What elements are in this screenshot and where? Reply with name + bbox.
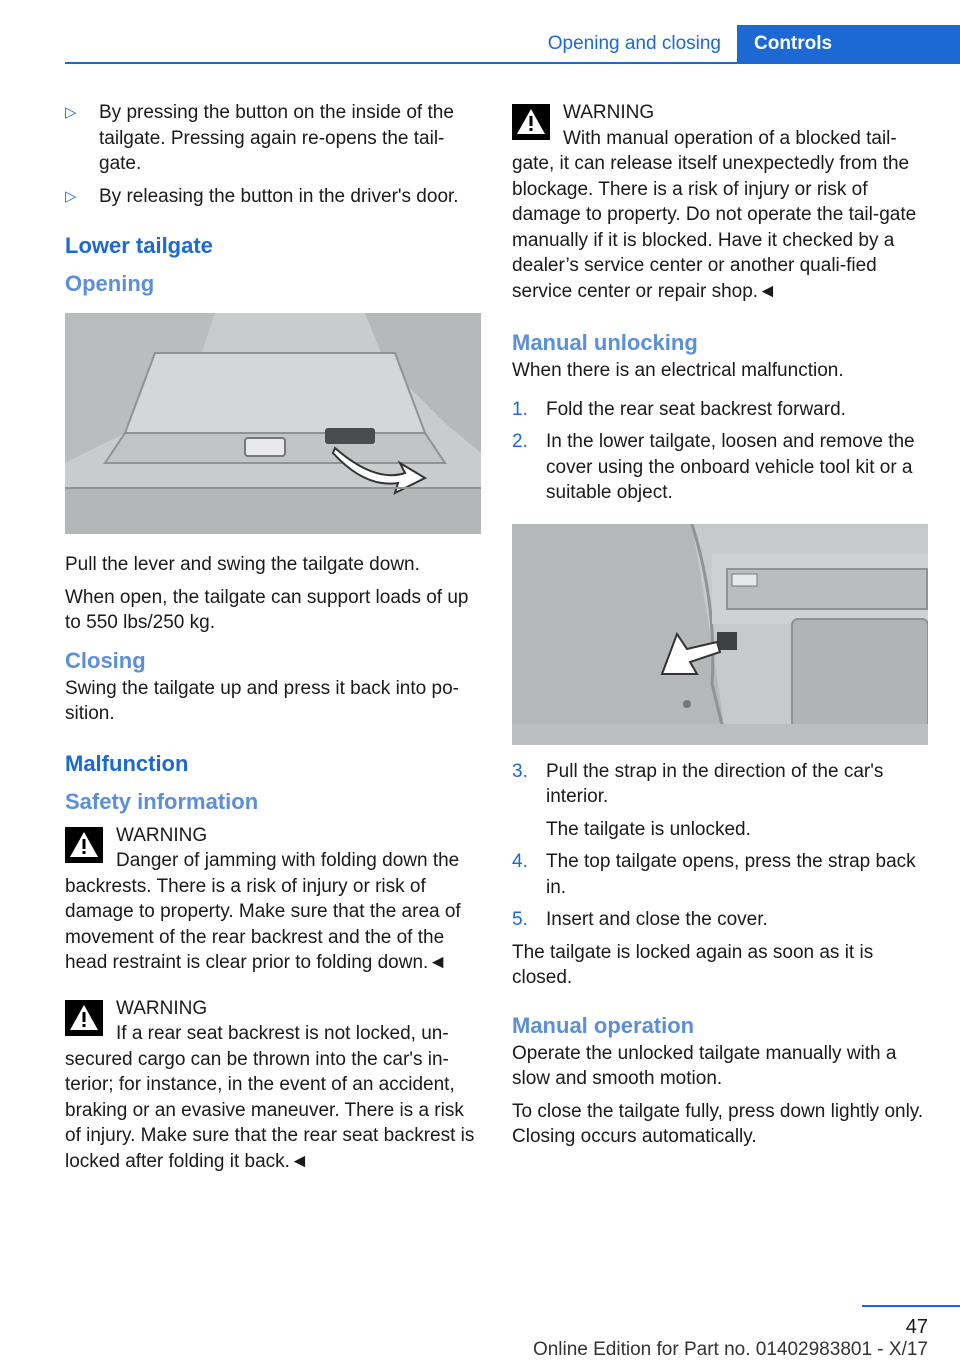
warning-text-first: If a rear seat backrest is not locked, un-	[116, 1023, 449, 1044]
triangle-bullet-icon: ▷	[65, 104, 77, 121]
footer-rule	[862, 1305, 960, 1307]
warning-block	[65, 996, 481, 1175]
bullet-item: ▷ By releasing the button in the driver's door.	[65, 184, 481, 210]
step-number: 5.	[512, 909, 528, 930]
step-number: 3.	[512, 760, 528, 782]
warning-text-first: Danger of jamming with folding down the	[116, 850, 460, 871]
warning-text: backrests. There is a risk of injury or risk of damage to property. Make sure that the area of movement of the rear backrest and the of the head restraint is clear prior to folding down.◄	[65, 875, 461, 973]
page-number: 47	[905, 1316, 928, 1338]
warning-title: WARNING	[116, 997, 208, 1019]
edition-note: Online Edition for Part no. 01402983801 - X/17	[532, 1339, 928, 1360]
cover-removal-illustration	[512, 524, 928, 745]
triangle-bullet-icon: ▷	[65, 187, 77, 205]
paragraph: When there is an electrical malfunction.	[512, 360, 844, 381]
heading-opening: Opening	[65, 271, 155, 296]
warning-block	[65, 823, 481, 976]
heading-manual-operation: Manual operation	[512, 1012, 695, 1038]
warning-triangle-icon	[512, 104, 550, 140]
header-rule	[65, 62, 960, 64]
right-column	[512, 100, 928, 1157]
warning-title: WARNING	[116, 824, 208, 846]
warning-text-first: With manual operation of a blocked tail-	[563, 127, 897, 149]
section-title: Opening and closing	[547, 33, 721, 54]
warning-text: secured cargo can be thrown into the car's in-terior; for instance, in the event of an accident, braking or an evasive maneuver. There is a risk of injury. Make sure that the rear seat backrest is locked after folding it back.◄	[65, 1048, 475, 1172]
heading-malfunction: Malfunction	[65, 750, 189, 776]
left-column	[65, 100, 481, 1186]
step-number: 4.	[512, 851, 528, 872]
step-result: The tailgate is unlocked.	[546, 818, 751, 840]
heading-manual-unlocking: Manual unlocking	[512, 330, 698, 355]
paragraph: The tailgate is locked again as soon as it is closed.	[512, 941, 874, 988]
heading-lower-tailgate: Lower tailgate	[65, 233, 213, 258]
chapter-tab: Controls	[737, 25, 960, 62]
heading-safety-information: Safety information	[65, 788, 259, 814]
paragraph: Pull the lever and swing the tailgate down.	[65, 554, 420, 575]
warning-triangle-icon	[65, 827, 103, 863]
paragraph: To close the tailgate fully, press down lightly only. Closing occurs automatically.	[512, 1100, 924, 1147]
heading-closing: Closing	[65, 647, 146, 673]
warning-title: WARNING	[563, 102, 655, 123]
list-item: 5. Insert and close the cover.	[512, 907, 928, 933]
warning-triangle-icon	[65, 1000, 103, 1036]
list-item: 4. The top tailgate opens, press the strap back in.	[512, 851, 916, 898]
paragraph: Swing the tailgate up and press it back into po-sition.	[65, 677, 459, 724]
step-number: 1.	[512, 398, 528, 420]
list-item: 1. Fold the rear seat backrest forward.	[512, 397, 928, 423]
step-number: 2.	[512, 431, 528, 452]
warning-block	[512, 100, 928, 304]
warning-text: gate, it can release itself unexpectedly from the blockage. There is a risk of injury or risk of damage to property. Do not operate the tail-gate manually if it is blocked. Have it checked by a dealer’s service center or another quali-fied service center or repair shop.◄	[512, 153, 917, 302]
list-item: 3. Pull the strap in the direction of the car's interior.	[512, 760, 884, 807]
bullet-item: ▷ By pressing the button on the inside of the tailgate. Pressing again re-opens the tail-gate.	[65, 102, 454, 174]
list-item: 2. In the lower tailgate, loosen and remove the cover using the onboard vehicle tool kit or a suitable object.	[512, 431, 915, 503]
paragraph: Operate the unlocked tailgate manually with a slow and smooth motion.	[512, 1042, 897, 1089]
trunk-lever-illustration	[65, 313, 481, 534]
paragraph: When open, the tailgate can support loads of up to 550 lbs/250 kg.	[65, 586, 469, 633]
